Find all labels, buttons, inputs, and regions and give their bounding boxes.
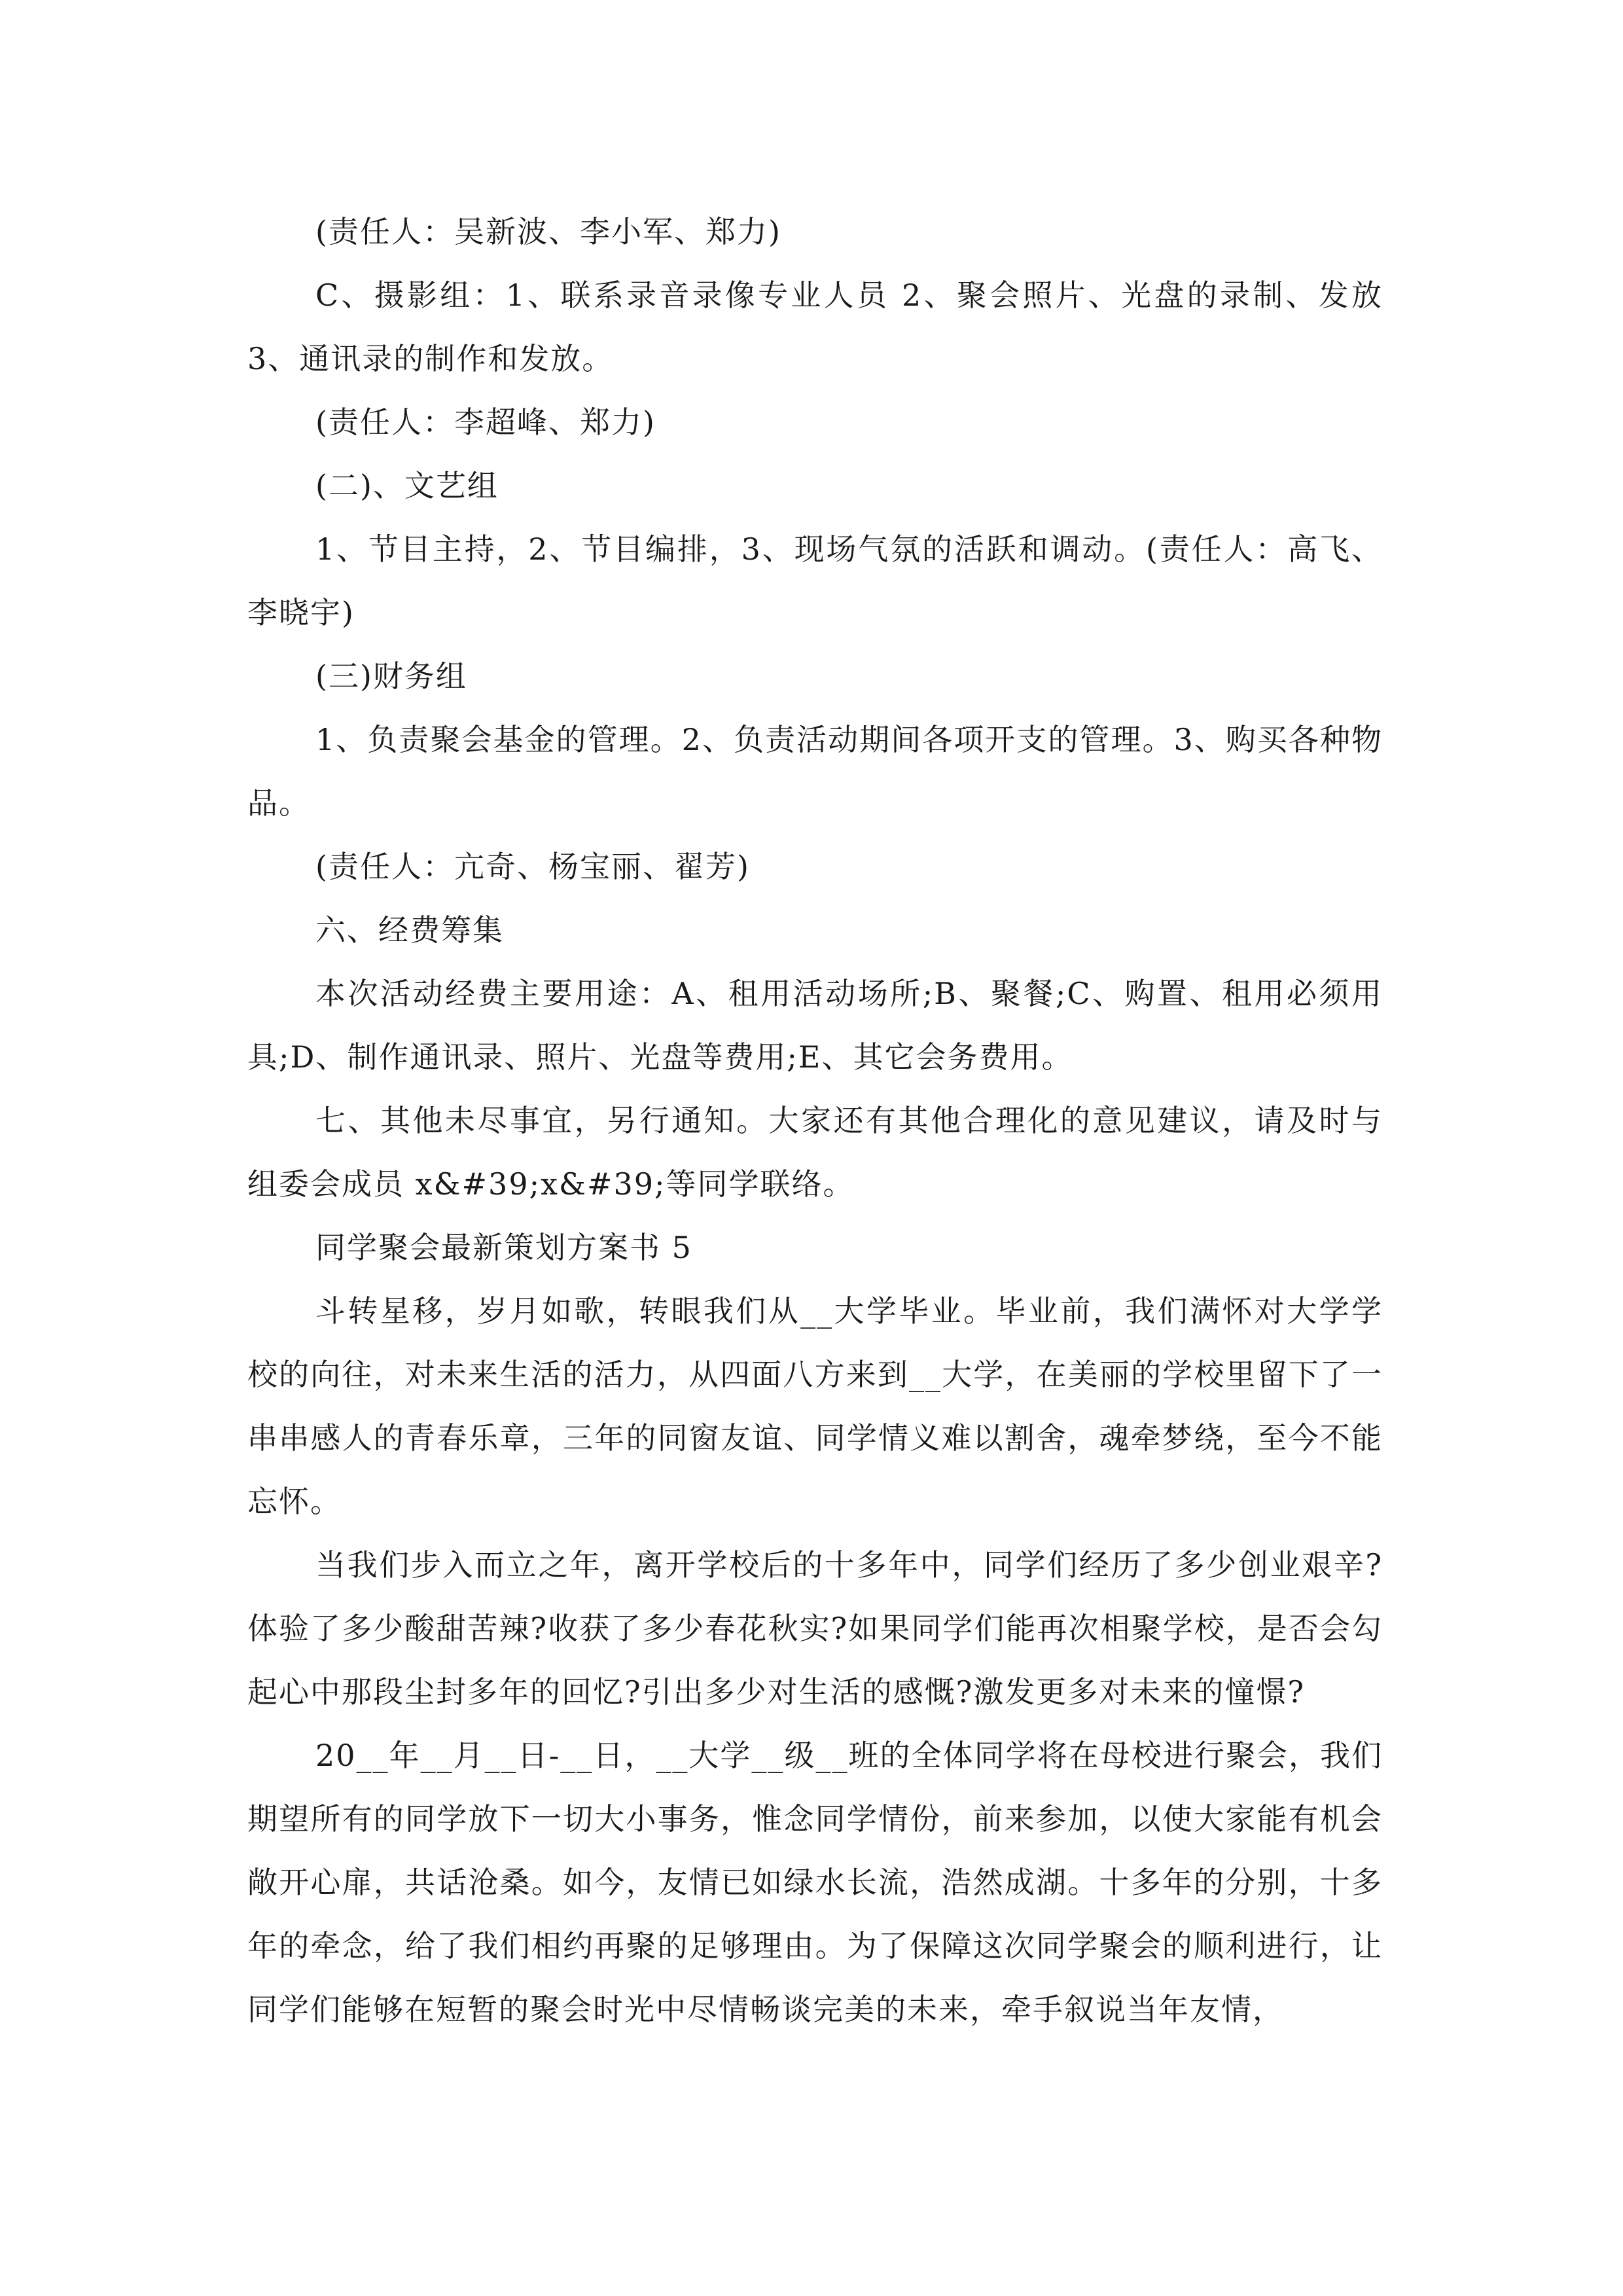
- heading-finance-group: (三)财务组: [315, 658, 467, 694]
- paragraph-responsible-1: (责任人：吴新波、李小军、郑力): [315, 214, 781, 249]
- paragraph-intro: 斗转星移，岁月如歌，转眼我们从__大学毕业。毕业前，我们满怀对大学学校的向往，对未来生活的活力，从四面八方来到__大学，在美丽的学校里留下了一串串感人的青春乐章，三年的同窗友谊、同学情义难以割舍，魂牵梦绕，至今不能忘怀。: [247, 1293, 1383, 1519]
- paragraph-responsible-2: (责任人：李超峰、郑力): [315, 404, 656, 440]
- paragraph-funding-uses: 本次活动经费主要用途：A、租用活动场所;B、聚餐;C、购置、租用必须用具;D、制作通讯录、照片、光盘等费用;E、其它会务费用。: [247, 976, 1383, 1075]
- paragraph-arts-duties: 1、节目主持，2、节目编排，3、现场气氛的活跃和调动。(责任人：高飞、李晓宇): [247, 531, 1383, 630]
- heading-arts-group: (二)、文艺组: [315, 468, 499, 503]
- paragraph-finance-duties: 1、负责聚会基金的管理。2、负责活动期间各项开支的管理。3、购买各种物品。: [247, 722, 1383, 821]
- section-title-plan-5: 同学聚会最新策划方案书 5: [315, 1230, 692, 1265]
- paragraph-photography-group: C、摄影组：1、联系录音录像专业人员 2、聚会照片、光盘的录制、发放 3、通讯录的制作和发放。: [247, 278, 1383, 376]
- paragraph-reunion-invite: 20__年__月__日-__日，__大学__级__班的全体同学将在母校进行聚会，我们期望所有的同学放下一切大小事务，惟念同学情份，前来参加，以使大家能有机会敞开心扉，共话沧桑。如今，友情已如绿水长流，浩然成湖。十多年的分别，十多年的牵念，给了我们相约再聚的足够理由。为了保障这次同学聚会的顺利进行，让同学们能够在短暂的聚会时光中尽情畅谈完美的未来，牵手叙说当年友情，: [247, 1738, 1383, 2027]
- heading-funding: 六、经费筹集: [315, 912, 504, 948]
- paragraph-other-matters: 七、其他未尽事宜，另行通知。大家还有其他合理化的意见建议，请及时与组委会成员 x&#39;x&#39;等同学联络。: [247, 1103, 1383, 1202]
- document-body: [247, 200, 1383, 2041]
- paragraph-reflection: 当我们步入而立之年，离开学校后的十多年中，同学们经历了多少创业艰辛?体验了多少酸甜苦辣?收获了多少春花秋实?如果同学们能再次相聚学校，是否会勾起心中那段尘封多年的回忆?引出多少对生活的感慨?激发更多对未来的憧憬?: [247, 1547, 1383, 1710]
- paragraph-responsible-3: (责任人：亢奇、杨宝丽、翟芳): [315, 849, 750, 884]
